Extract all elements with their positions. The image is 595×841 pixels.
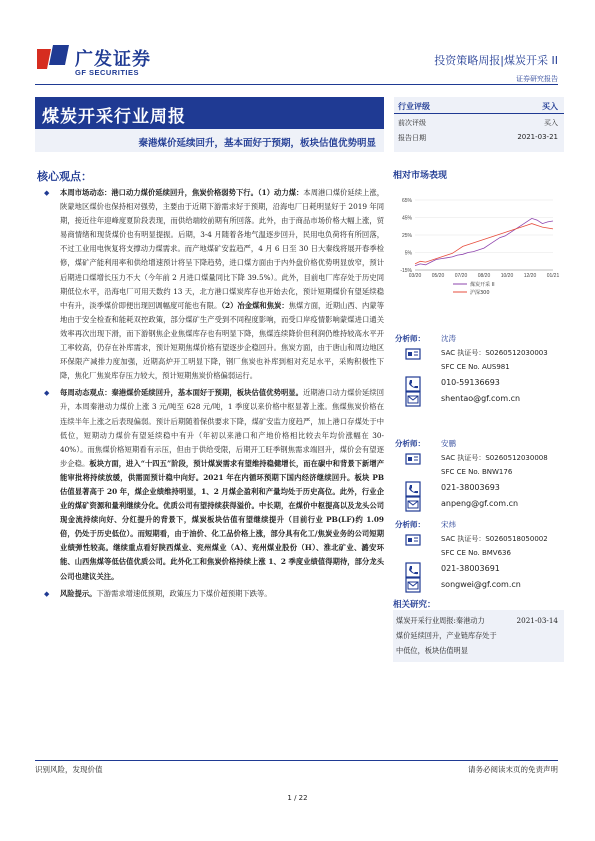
relative-performance-chart xyxy=(393,190,564,315)
id-card-icon xyxy=(405,346,421,362)
diamond-bullet-icon: ◆ xyxy=(44,589,50,598)
analyst-label: 分析师： xyxy=(395,520,425,529)
analyst-phone: 021-38003691 xyxy=(441,564,500,573)
analyst-email[interactable]: anpeng@gf.com.cn xyxy=(441,499,519,508)
email-icon xyxy=(405,391,421,407)
diamond-bullet-icon: ◆ xyxy=(44,189,50,197)
x-tick-label: 12/20 xyxy=(523,273,537,279)
analyst-phone: 021-38003693 xyxy=(441,483,500,492)
analyst-email[interactable]: songwei@gf.com.cn xyxy=(441,580,521,589)
report-subtype: 证券研究报告 xyxy=(516,75,558,83)
analyst-sac: SAC 执证号：S0260518050002 xyxy=(441,535,548,543)
related-research-title: 相关研究： xyxy=(393,600,436,610)
key-point-paragraph xyxy=(44,587,384,601)
related-research-date: 2021-03-14 xyxy=(516,616,558,625)
id-card-icon xyxy=(405,451,421,467)
x-tick-label: 01/21 xyxy=(546,273,560,279)
y-tick-label: 65% xyxy=(401,198,412,204)
x-tick-label: 08/20 xyxy=(477,273,491,279)
analyst-name: 沈涛 xyxy=(441,334,456,343)
report-type: 投资策略周报|煤炭开采 II xyxy=(434,54,558,67)
y-tick-label: -15% xyxy=(400,268,412,274)
email-icon xyxy=(405,577,421,593)
analyst-phone: 010-59136693 xyxy=(441,378,500,387)
related-research-item[interactable]: 中低位，板块估值明显 xyxy=(396,646,468,655)
analyst-label: 分析师： xyxy=(395,439,425,448)
analyst-sfc: SFC CE No. AUS981 xyxy=(441,363,510,371)
key-points-body xyxy=(44,186,384,601)
related-research-item[interactable]: 煤炭开采行业周报:秦港动力 xyxy=(396,616,485,625)
key-point-text: 下游需求增速低预期，政策压力下煤价超预期下跌等。 xyxy=(96,588,272,598)
phone-icon xyxy=(405,481,421,497)
key-point-text: 近期港口动力煤价延续回升，本周秦港动力煤价上涨 3 元/吨至 628 元/吨，1 季度以来价格中枢显著上涨。焦煤焦炭价格在连续半年上涨之后表现偏弱。预计后期随着保供要求下降，煤矿安监力度趋严，加上港口存煤处于中低位，短期动力煤价有望延续稳中有升（年初以来港口和产地价格相比较去年均价涨幅在 30-40%）。而焦煤价格短期看有示压，但由于供给受限，后期开工旺季钢焦需求端回升，煤价会有望逐步企稳。 xyxy=(60,388,385,468)
id-card-icon xyxy=(405,532,421,548)
key-point-text: （2）冶金煤和焦炭： xyxy=(221,300,289,310)
key-point-text: 每周动态观点：秦港煤价延续回升，基本面好于预期，板块估值优势明显。 xyxy=(60,388,304,398)
logo-cn: 广发证券 xyxy=(75,49,151,70)
report-subtitle: 秦港煤价延续回升，基本面好于预期，板块估值优势明显 xyxy=(138,138,376,149)
report-date-value: 2021-03-21 xyxy=(517,133,558,141)
rating-heading-label: 行业评级 xyxy=(398,102,430,111)
y-tick-label: 5% xyxy=(404,250,412,257)
logo-mark-icon xyxy=(35,43,71,73)
key-point-paragraph xyxy=(44,386,384,583)
key-point-text: 风险提示。 xyxy=(60,588,97,598)
y-tick-label: 25% xyxy=(401,233,412,239)
header-divider xyxy=(35,84,558,85)
report-date-label: 报告日期 xyxy=(398,134,426,142)
prev-rating-label: 前次评级 xyxy=(398,119,426,127)
key-point-text: 焦煤方面，近期山西、内蒙等地由于安全检查和能耗双控政策，部分煤矿生产受到不同程度影响，而受口岸疫情影响蒙煤进口通关效率再次出现下滑，而下游钢焦企业焦煤库存也有明显下降，焦煤连续降价但利润仍维持较高水平开工率较高，仍存在补库需求，预计短期焦煤价格有望逐步企稳回升。焦炭方面，由于唐山和周边地区环保限产减排力度加强，近期高炉开工明显下降，钢厂焦炭也补库到相对充足水平，采购积极性下降，焦化厂焦炭库存压力较大，预计短期焦炭价格偏弱运行。 xyxy=(60,300,385,381)
key-point-text: 本周市场动态：港口动力煤价延续回升，焦炭价格弱势下行。（1）动力煤： xyxy=(60,188,304,197)
diamond-bullet-icon: ◆ xyxy=(44,389,50,398)
rating-divider xyxy=(394,113,564,114)
report-title: 煤炭开采行业周报 xyxy=(42,107,186,127)
phone-icon xyxy=(405,376,421,392)
phone-icon xyxy=(405,562,421,578)
related-research-item[interactable]: 煤价延续回升，产业链库存处于 xyxy=(396,631,497,640)
series-line xyxy=(415,224,553,264)
key-point-text: 本周港口煤价延续上涨，陕蒙地区煤价也保持相对强势，主要由于近期下游需求好于预期，沿海电厂日耗明显好于 2019 年同期，接近往年迎峰度夏阶段表现，而供给端较前期有所回落。此外，由于商品市场价格大幅上涨，贸易商情绪和现货煤价也有明显提振。后期，3-4 月随着各地气温逐步回升，民用电负荷将有所回落，不过工业用电恢复将支撑动力煤需求。而产地煤矿安监趋严，4 月 6 日至 30 日大秦线将展开春季检修，煤矿产能利用率和供给增速预计将呈下降趋势，进口煤方面由于内外盘价格优势明显放窄，预计后期进口煤增长压力不大（今年前 2 月进口煤量同比下降 39.5%）。此外，目前电厂库存处于历史同期低位水平，沿海电厂可用天数约 13 天，北方港口煤炭库存也开始去化，预计短期煤价有望延续稳中有升，淡季煤价即便出现回调幅度可能也有限。 xyxy=(60,188,384,310)
analyst-label: 分析师： xyxy=(395,334,425,343)
legend-label: 沪深300 xyxy=(470,290,490,296)
x-tick-label: 07/20 xyxy=(454,273,468,279)
key-point-paragraph xyxy=(44,186,384,383)
x-tick-label: 03/20 xyxy=(408,273,422,279)
x-tick-label: 10/20 xyxy=(500,273,514,279)
legend-label: 煤炭开采 II xyxy=(470,282,495,288)
analyst-email[interactable]: shentao@gf.com.cn xyxy=(441,394,521,403)
footer-slogan: 识别风险，发现价值 xyxy=(35,765,103,774)
rating-heading-value: 买入 xyxy=(542,102,558,111)
analyst-name: 安鹏 xyxy=(441,439,456,448)
y-tick-label: 45% xyxy=(401,215,412,222)
report-header xyxy=(434,52,558,84)
analyst-sac: SAC 执证号：S0260512030008 xyxy=(441,454,548,462)
logo-en: GF SECURITIES xyxy=(75,68,140,77)
page-number: 1 / 22 xyxy=(287,794,308,802)
x-tick-label: 05/20 xyxy=(431,273,445,279)
analyst-sfc: SFC CE No. BNW176 xyxy=(441,468,513,476)
key-point-text: 板块方面，进入“十四五”阶段，预计煤炭需求有望维持稳健增长，而在碳中和背景下新增产能审批将持续放缓，供需面预计稳中向好。2021 年在内循环预期下国内经济继续回升。板块 PB 估值显著高于 20 年，煤企业绩维持明显，1、2 月煤企盈利和产量均处于历史高位。此外，行业企业的煤矿资源和量利继续分化。优质公司有望持续获得溢价。中长期，在煤价中枢提高以及龙头公司现金流持续向好、分红提升的背景下，煤炭板块估值有望继续提升（目前行业 PB(LF)约 1.09 倍，仍处于历史低位）。而短期看，由于油价、化工品价格上涨，部分具有化工/焦炭业务的公司短期业绩弹性较高。继续重点看好陕西煤业、兖州煤业（A）、兖州煤业股份（H）、淮北矿业、潞安环能、山西焦煤等低估值优质公司。此外化工和焦炭价格持续上涨 1、2 季度业绩值得期待，部分龙头公司也建议关注。 xyxy=(60,458,384,581)
analyst-sac: SAC 执证号：S0260512030003 xyxy=(441,349,548,357)
chart-title: 相对市场表现 xyxy=(393,171,448,181)
company-logo xyxy=(35,43,165,81)
footer-divider xyxy=(35,760,558,761)
footer-disclaimer: 请务必阅读末页的免责声明 xyxy=(468,765,558,774)
analyst-name: 宋炜 xyxy=(441,520,456,529)
analyst-sfc: SFC CE No. BMV636 xyxy=(441,549,511,557)
key-points-title: 核心观点： xyxy=(37,170,92,183)
email-icon xyxy=(405,496,421,512)
prev-rating-value: 买入 xyxy=(544,119,558,127)
